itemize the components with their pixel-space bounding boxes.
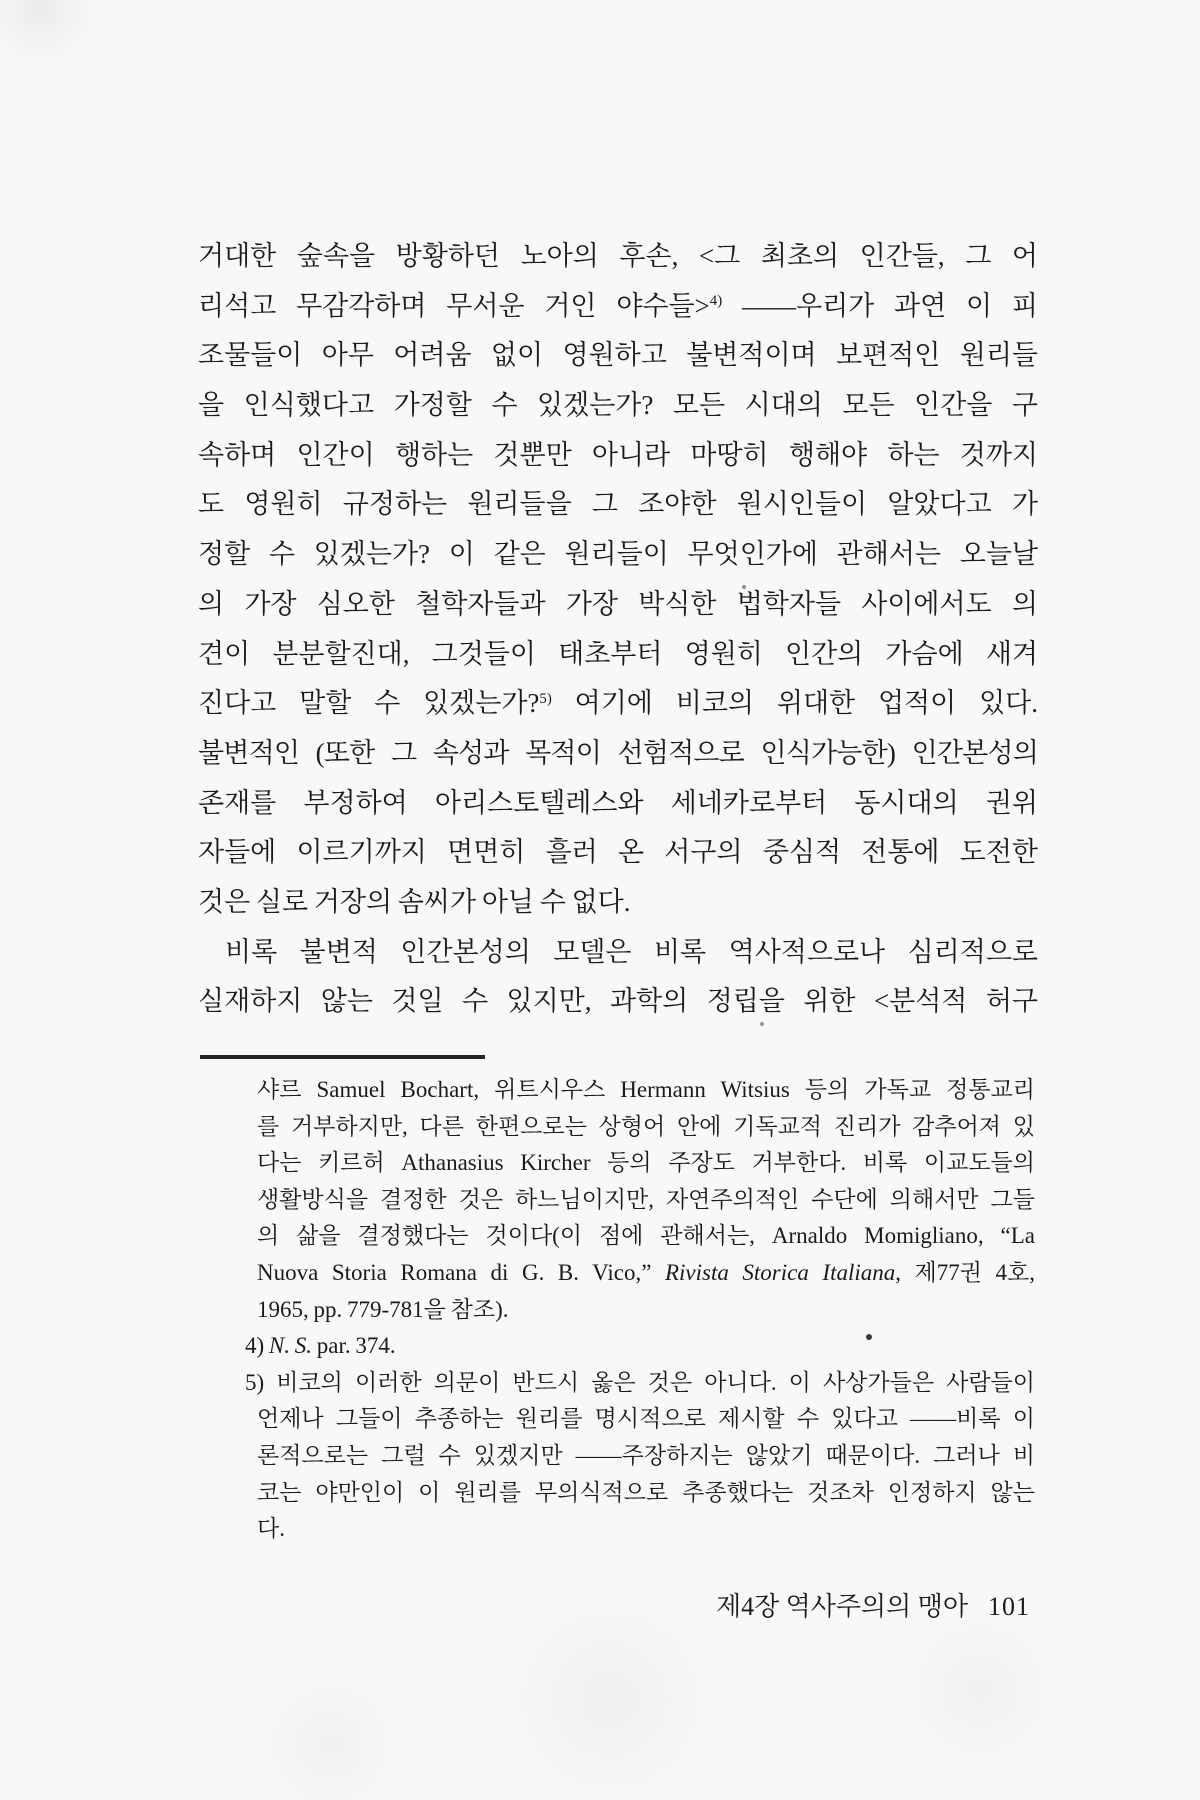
- footnote-5-line: 코는 야만인이 이 원리를 무의식적으로 추종했다는 것조차 인정하지 않는: [257, 1479, 1035, 1505]
- line-text: 리석고 무감각하며 무서운 거인 야수들>: [198, 290, 710, 321]
- footnote-continuation-line: 생활방식을 결정한 것은 하느님이지만, 자연주의적인 수단에 의해서만 그들: [257, 1186, 1035, 1212]
- main-text-line: [198, 679, 1038, 729]
- main-text-line: 조물들이 아무 어려움 없이 영원하고 불변적이며 보편적인 원리들: [198, 340, 1038, 371]
- footnote-citation-line: [257, 1255, 1035, 1292]
- page-footer: [716, 1590, 1030, 1624]
- main-text-line: 을 인식했다고 가정할 수 있겠는가? 모든 시대의 모든 인간을 구: [198, 390, 1038, 421]
- footnote-5-line: 론적으로는 그럴 수 있겠지만 ——주장하지는 않았기 때문이다. 그러나 비: [257, 1442, 1035, 1468]
- footnote-ref-5: 5): [539, 690, 552, 707]
- footnote-5-line: 언제나 그들이 추종하는 원리를 명시적으로 제시할 수 있다고 ——비록 이: [257, 1406, 1035, 1432]
- main-text: [198, 232, 1038, 1027]
- main-text-line: 실재하지 않는 것일 수 있지만, 과학의 정립을 위한 <분석적 허구: [198, 986, 1038, 1017]
- footnote-continuation-line: 의 삶을 결정했다는 것이다(이 점에 관해서는, Arnaldo Momigliano, “La: [257, 1223, 1035, 1249]
- footnote-text: 비코의 이러한 의문이 반드시 옳은 것은 아니다. 이 사상가들은 사람들이: [276, 1369, 1035, 1395]
- main-text-line-paragraph-start: 비록 불변적 인간본성의 모델은 비록 역사적으로나 심리적으로: [225, 936, 1038, 967]
- footnote-work-title: N. S.: [268, 1333, 313, 1359]
- page-number: 101: [988, 1592, 1030, 1621]
- main-text-line: 불변적인 (또한 그 속성과 목적이 선험적으로 인식가능한) 인간본성의: [198, 737, 1038, 768]
- footnote-continuation-line: 다는 키르허 Athanasius Kircher 등의 주장도 거부한다. 비록 이교도들의: [257, 1150, 1035, 1176]
- main-text-line: 거대한 숲속을 방황하던 노아의 후손, <그 최초의 인간들, 그 어: [198, 241, 1038, 271]
- main-text-line: 견이 분분할진대, 그것들이 태초부터 영원히 인간의 가슴에 새겨: [198, 638, 1038, 669]
- footnote-separator-rule: [200, 1055, 485, 1059]
- footnote-number: 4): [245, 1333, 265, 1359]
- main-text-line: [198, 282, 1038, 332]
- line-text: 여기에 비코의 위대한 업적이 있다.: [551, 688, 1038, 719]
- footnote-5-line: 다.: [257, 1516, 285, 1542]
- scan-artifact-dot: [866, 1334, 872, 1340]
- footnote-5: [245, 1365, 1035, 1402]
- line-text: 진다고 말할 수 있겠는가?: [198, 688, 540, 719]
- main-text-line: 것은 실로 거장의 솜씨가 아닐 수 없다.: [198, 886, 631, 917]
- citation-journal-title: Rivista Storica Italiana: [664, 1259, 896, 1285]
- footnote-continuation-line: 1965, pp. 779-781을 참조).: [257, 1296, 509, 1322]
- footnote-ref-4: 4): [709, 293, 723, 310]
- main-text-line: 속하며 인간이 행하는 것뿐만 아니라 마땅히 행해야 하는 것까지: [198, 439, 1038, 470]
- citation-text: , 제77권 4호,: [895, 1259, 1035, 1285]
- footnote-continuation-line: 샤르 Samuel Bochart, 위트시우스 Hermann Witsius 등의 가독교 정통교리: [257, 1077, 1035, 1102]
- footnotes: [200, 1072, 1038, 1548]
- footnote-4: [245, 1328, 1035, 1365]
- running-chapter-title: 제4장 역사주의의 맹아: [715, 1592, 968, 1621]
- main-text-line: 존재를 부정하여 아리스토텔레스와 세네카로부터 동시대의 권위: [198, 787, 1038, 818]
- main-text-line: 의 가장 심오한 철학자들과 가장 박식한 법학자들 사이에서도 의: [198, 588, 1038, 619]
- scan-artifact-dot: [742, 585, 746, 589]
- footnote-text: par. 374.: [312, 1333, 396, 1359]
- footnote-continuation-line: 를 거부하지만, 다른 한편으로는 상형어 안에 기독교적 진리가 감추어져 있: [257, 1113, 1035, 1139]
- main-text-line: 정할 수 있겠는가? 이 같은 원리들이 무엇인가에 관해서는 오늘날: [198, 539, 1038, 570]
- footnote-number: 5): [245, 1369, 265, 1395]
- main-text-line: 자들에 이르기까지 면면히 흘러 온 서구의 중심적 전통에 도전한: [198, 837, 1038, 868]
- line-text: ——우리가 과연 이 피: [722, 290, 1038, 321]
- main-text-line: 도 영원히 규정하는 원리들을 그 조야한 원시인들이 알았다고 가: [198, 489, 1038, 520]
- scan-artifact-dot: [760, 1022, 764, 1026]
- citation-text: Nuova Storia Romana di G. B. Vico,”: [257, 1259, 665, 1285]
